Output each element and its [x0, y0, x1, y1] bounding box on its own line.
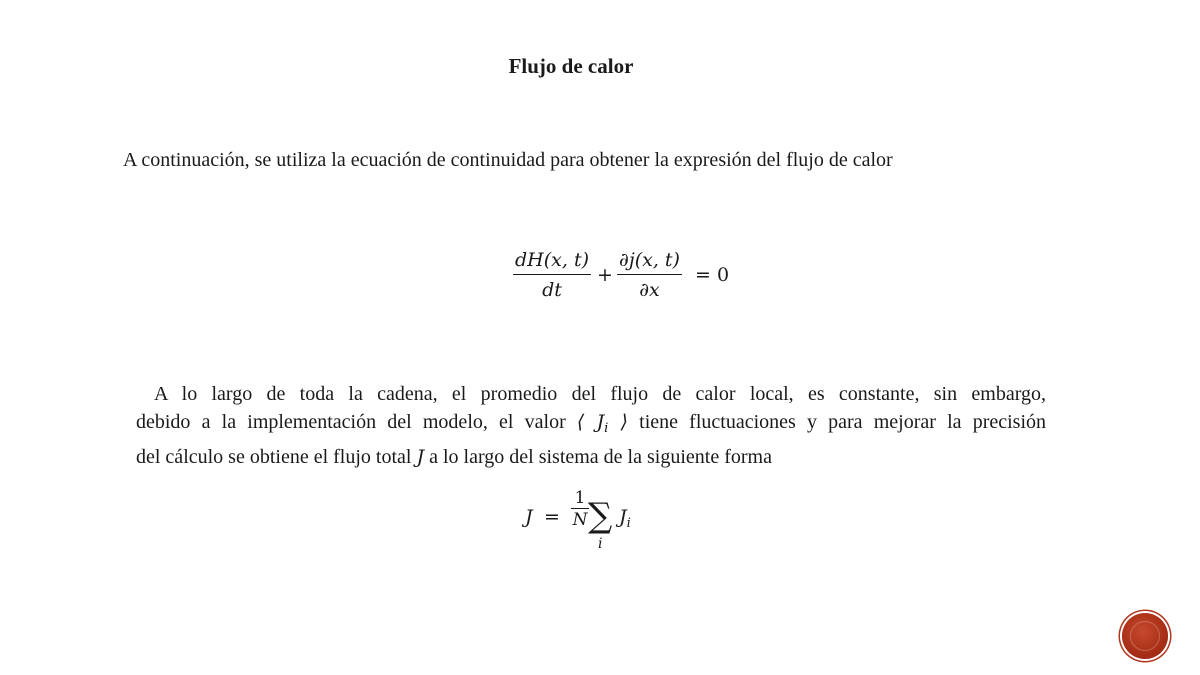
summand-subscript: i: [626, 516, 631, 531]
summand: [619, 506, 631, 531]
paragraph-text: del cálculo se obtiene el flujo total: [136, 446, 412, 468]
symbol-close: ⟩: [608, 411, 628, 433]
equation-lhs: J: [525, 506, 533, 528]
nav-button-ring: [1130, 621, 1160, 651]
paragraph-text: a lo largo del sistema de la siguiente forma: [429, 446, 772, 468]
equals-zero: = 0: [695, 264, 730, 286]
body-paragraph: [136, 380, 1046, 471]
paragraph-text: tiene fluctuaciones y para mejorar la precisión: [639, 411, 1047, 433]
slide-title: Flujo de calor: [508, 54, 634, 78]
summation-symbol: ∑: [588, 496, 613, 536]
equals-sign: =: [544, 506, 560, 528]
fraction-denominator: ∂x: [639, 279, 660, 301]
total-flux-equation: [525, 488, 655, 568]
plus-sign: +: [597, 264, 613, 286]
total-flux-symbol: J: [416, 446, 425, 468]
continuity-equation: [513, 249, 753, 311]
fraction-one-over-n: [571, 488, 589, 531]
summation-index: i: [598, 536, 603, 552]
paragraph-line: [136, 408, 1046, 443]
fraction-numerator: 1: [571, 488, 589, 509]
paragraph-line: [136, 443, 1046, 471]
paragraph-text: debido a la implementación del modelo, el valor: [136, 411, 566, 433]
fraction-dH-dt: [513, 249, 591, 301]
fraction-numerator: dH(x, t): [513, 249, 591, 275]
symbol-subscript: i: [604, 421, 609, 436]
fraction-denominator: dt: [542, 279, 562, 301]
average-flux-symbol: [576, 411, 628, 436]
next-slide-circle-icon[interactable]: [1122, 613, 1168, 659]
intro-text: A continuación, se utiliza la ecuación de continuidad para obtener la expresión del flujo de calor: [123, 149, 893, 171]
fraction-denominator: N: [572, 510, 588, 530]
paragraph-line: A lo largo de toda la cadena, el promedio del flujo de calor local, es constante, sin embargo,: [154, 383, 1046, 405]
summand-base: J: [619, 506, 627, 528]
symbol-base: ⟨ J: [576, 411, 605, 433]
fraction-dj-dx: [617, 249, 682, 301]
fraction-numerator: ∂j(x, t): [617, 249, 682, 275]
